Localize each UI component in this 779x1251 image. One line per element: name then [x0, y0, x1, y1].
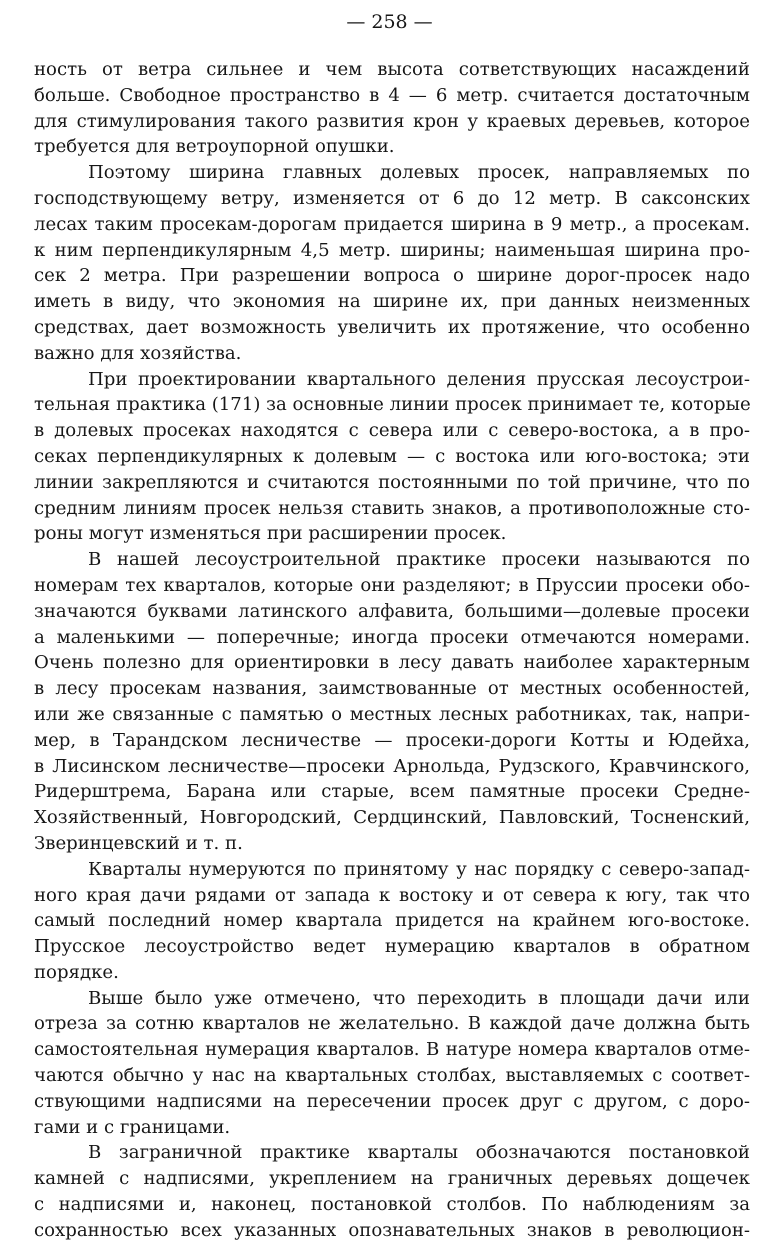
text-line: Очень полезно для ориентировки в лесу давать наиболее характерным: [34, 652, 750, 674]
text-line: Ридерштрема, Барана или старые, всем памятные просеки Средне-: [34, 781, 750, 803]
text-line: Прусское лесоустройство ведет нумерацию кварталов в обратном: [34, 936, 750, 958]
text-line: в лесу просекам названия, заимствованные от местных особенностей,: [34, 678, 750, 700]
text-line: значаются буквами латинского алфавита, большими—долевые просеки: [34, 600, 750, 622]
text-line: ность от ветра сильнее и чем высота сответствующих насаждений: [34, 59, 750, 80]
text-line: важно для хозяйства.: [34, 342, 242, 364]
text-line: номерам тех кварталов, которые они разделяют; в Пруссии просеки обо-: [34, 574, 750, 596]
text-line: роны могут изменяться при расширении просек.: [34, 523, 507, 545]
text-line: лесах таким просекам-дорогам придается ширина в 9 метр., а просекам.: [34, 213, 750, 235]
paragraph: [34, 547, 750, 857]
text-line: гами и с границами.: [34, 1116, 231, 1138]
text-line: Выше было уже отмечено, что переходить в площади дачи или: [88, 987, 750, 1009]
text-line: линии закрепляются и считаются постоянными по той причине, что по: [34, 471, 750, 493]
text-line: больше. Свободное пространство в 4 — 6 метр. считается достаточным: [34, 84, 750, 106]
text-line: Зверинцевский и т. п.: [34, 832, 243, 854]
text-line: Хозяйственный, Новгородский, Сердцинский, Павловский, Тосненский,: [34, 807, 750, 829]
text-line: в Лисинском лесничестве—просеки Арнольда, Рудзского, Кравчинского,: [34, 755, 750, 777]
text-line: мер, в Тарандском лесничестве — просеки-дороги Котты и Юдейха,: [34, 729, 750, 751]
text-line: При проектировании квартального деления прусская лесоустрои-: [88, 368, 750, 390]
text-line: камней с надписями, укреплением на граничных деревьях дощечек: [34, 1168, 750, 1190]
text-line: господствующему ветру, изменяется от 6 до 12 метр. В саксонских: [34, 187, 750, 209]
text-line: В нашей лесоустроительной практике просеки называются по: [88, 549, 750, 571]
text-line: Кварталы нумеруются по принятому у нас порядку с северо-запад-: [88, 858, 750, 880]
text-line: в долевых просеках находятся с севера или с северо-востока, а в про-: [34, 420, 750, 442]
text-line: отреза за сотню кварталов не желательно. В каждой даче должна быть: [34, 1013, 750, 1035]
text-line: а маленькими — поперечные; иногда просеки отмечаются номерами.: [34, 626, 750, 648]
text-line: требуется для ветроупорной опушки.: [34, 136, 395, 158]
text-line: секах перпендикулярных к долевым — с востока или юго-востока; эти: [34, 445, 750, 467]
text-line: сохранностью всех указанных опознавательных знаков в революцион-: [34, 1219, 750, 1241]
text-line: В заграничной практике кварталы обозначаются постановкой: [88, 1142, 750, 1164]
text-line: средним линиям просек нельзя ставить знаков, а противоположные сто-: [34, 497, 750, 519]
text-line: или же связанные с памятью о местных лесных работниках, так, напри-: [34, 703, 750, 725]
text-line: с надписями и, наконец, постановкой столбов. По наблюдениям за: [34, 1194, 750, 1216]
text-line: иметь в виду, что экономия на ширине их, при данных неизменных: [34, 291, 750, 313]
text-line: ного края дачи рядами от запада к востоку и от севера к югу, так что: [34, 884, 750, 906]
text-line: самостоятельная нумерация кварталов. В натуре номера кварталов отме-: [34, 1039, 750, 1061]
paragraph: [34, 1140, 750, 1243]
paragraph: [34, 57, 750, 160]
text-line: сек 2 метра. При разрешении вопроса о ширине дорог-просек надо: [34, 265, 750, 287]
paragraph: [34, 160, 750, 366]
text-line: чаются обычно у нас на квартальных столбах, выставляемых с соответ-: [34, 1065, 750, 1087]
text-line: ствующими надписями на пересечении просек друг с другом, с доро-: [34, 1090, 750, 1112]
paragraph: [34, 857, 750, 986]
text-line: порядке.: [34, 961, 119, 983]
text-line: тельная практика (171) за основные линии просек принимает те, которые: [34, 394, 751, 416]
body-text: [34, 57, 750, 1244]
text-line: для стимулирования такого развития крон у краевых деревьев, которое: [34, 110, 750, 132]
paragraph: [34, 367, 750, 548]
page-number: — 258 —: [346, 11, 433, 33]
text-line: самый последний номер квартала придется на крайнем юго-востоке.: [34, 910, 750, 932]
paragraph: [34, 986, 750, 1141]
text-line: средствах, дает возможность увеличить их протяжение, что особенно: [34, 316, 750, 338]
text-line: к ним перпендикулярным 4,5 метр. ширины; наименьшая ширина про-: [34, 239, 750, 261]
text-line: Поэтому ширина главных долевых просек, направляемых по: [88, 162, 750, 184]
